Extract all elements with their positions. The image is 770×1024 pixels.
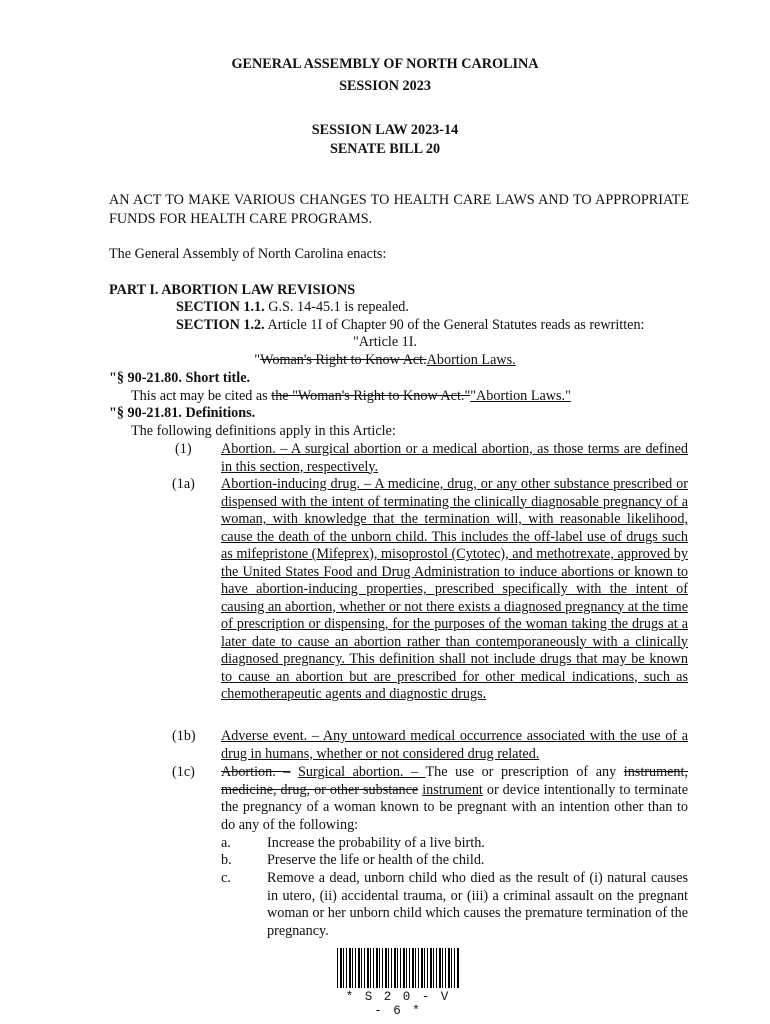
section-90-21-80-text: This act may be cited as the "Woman's Right to Know Act.""Abortion Laws." [131, 388, 571, 404]
list-item-text: Remove a dead, unborn child who died as the result of (i) natural causes in utero, (ii) accidental trauma, or (iii) a criminal assault on the pregnant woman or her unborn child which causes the premature termination of the pregnancy. [267, 870, 688, 939]
section-90-21-81-heading: "§ 90-21.81. Definitions. [109, 405, 256, 421]
section-1-2-label: SECTION 1.2. [176, 317, 265, 333]
list-item-text: Preserve the life or health of the child. [267, 852, 485, 868]
list-item-label: c. [221, 870, 231, 886]
definition-1-text: Abortion. – A surgical abortion or a medical abortion, as those terms are defined in this section, respectively. [221, 441, 688, 475]
list-item-label: a. [221, 835, 231, 851]
article-name-deleted: Woman's Right to Know Act. [260, 352, 427, 368]
session-title: SESSION 2023 [339, 78, 431, 94]
section-1-2-text: Article 1I of Chapter 90 of the General Statutes reads as rewritten: [267, 317, 645, 333]
act-title: AN ACT TO MAKE VARIOUS CHANGES TO HEALTH CARE LAWS AND TO APPROPRIATE FUNDS FOR HEALTH CARE PROGRAMS. [109, 192, 689, 227]
definition-1c-inserted-term: Surgical abortion. – [298, 764, 426, 780]
part-heading: PART I. ABORTION LAW REVISIONS [109, 282, 356, 298]
article-line: "Article 1I. [352, 334, 418, 350]
definition-1c-inserted-phrase: instrument [422, 781, 483, 798]
definition-1b-text: Adverse event. – Any untoward medical occurrence associated with the use of a drug in humans, whether or not considered drug related. [221, 728, 688, 762]
short-title-inserted: "Abortion Laws." [470, 388, 571, 404]
session-law-number: SESSION LAW 2023-14 [311, 122, 459, 138]
list-item-text: Increase the probability of a live birth. [267, 835, 485, 851]
definition-1a-text: Abortion-inducing drug. – A medicine, drug, or any other substance prescribed or dispensed with the intent of terminating the clinically diagnosable pregnancy of a woman, with knowledge that the termination will, with reasonable likelihood, cause the death of the unborn child. This includes the off-label use of drugs such as mifepristone (Mifeprex), misoprostol (Cytotec), and methotrexate, approved by the United States Food and Drug Administration to induce abortions or known to have abortion-inducing properties, prescribed specifically with the intent of causing an abortion, whether or not there exists a diagnosed pregnancy at the time of prescription or dispensing, for the purposes of the woman taking the drugs at a later date to cause an abortion rather than contemporaneously with a clinically diagnosed pregnancy. This definition shall not include drugs that may be known to cause an abortion but are prescribed for other medical indications, such as chemotherapeutic agents and diagnostic drugs. [221, 476, 688, 702]
definitions-intro: The following definitions apply in this Article: [131, 423, 396, 439]
definition-1c-text: Abortion. – Surgical abortion. – The use or prescription of any instrument, medicine, drug, or other substance instrument or device intentionally to terminate the pregnancy of a woman known to be pregnant with an intention other than to do any of the following: [221, 764, 688, 833]
barcode-text: * S 2 0 - V - 6 * [345, 990, 451, 1018]
section-1-1-label: SECTION 1.1. [176, 299, 265, 315]
definition-1c-number: (1c) [172, 764, 195, 780]
bill-number: SENATE BILL 20 [329, 141, 441, 157]
barcode [337, 948, 459, 988]
article-name-inserted: Abortion Laws. [426, 352, 516, 368]
definition-1c-deleted-term: Abortion. – [221, 764, 291, 780]
section-90-21-80-heading: "§ 90-21.80. Short title. [109, 370, 251, 386]
section-1-2 [176, 317, 644, 335]
definition-1-number: (1) [175, 441, 192, 457]
list-item-label: b. [221, 852, 232, 868]
definition-1a-number: (1a) [172, 476, 195, 492]
definition-1b-number: (1b) [172, 728, 196, 744]
article-name: "Woman's Right to Know Act.Abortion Laws. [254, 352, 516, 368]
assembly-title: GENERAL ASSEMBLY OF NORTH CAROLINA [231, 56, 539, 72]
section-1-1-text: G.S. 14-45.1 is repealed. [268, 299, 409, 315]
short-title-deleted: the "Woman's Right to Know Act." [271, 388, 471, 404]
enacting-clause: The General Assembly of North Carolina enacts: [109, 246, 387, 262]
section-1-1 [176, 299, 409, 317]
definition-1c-deleted-phrase: instrument, medicine, drug, or other substance [221, 764, 688, 798]
